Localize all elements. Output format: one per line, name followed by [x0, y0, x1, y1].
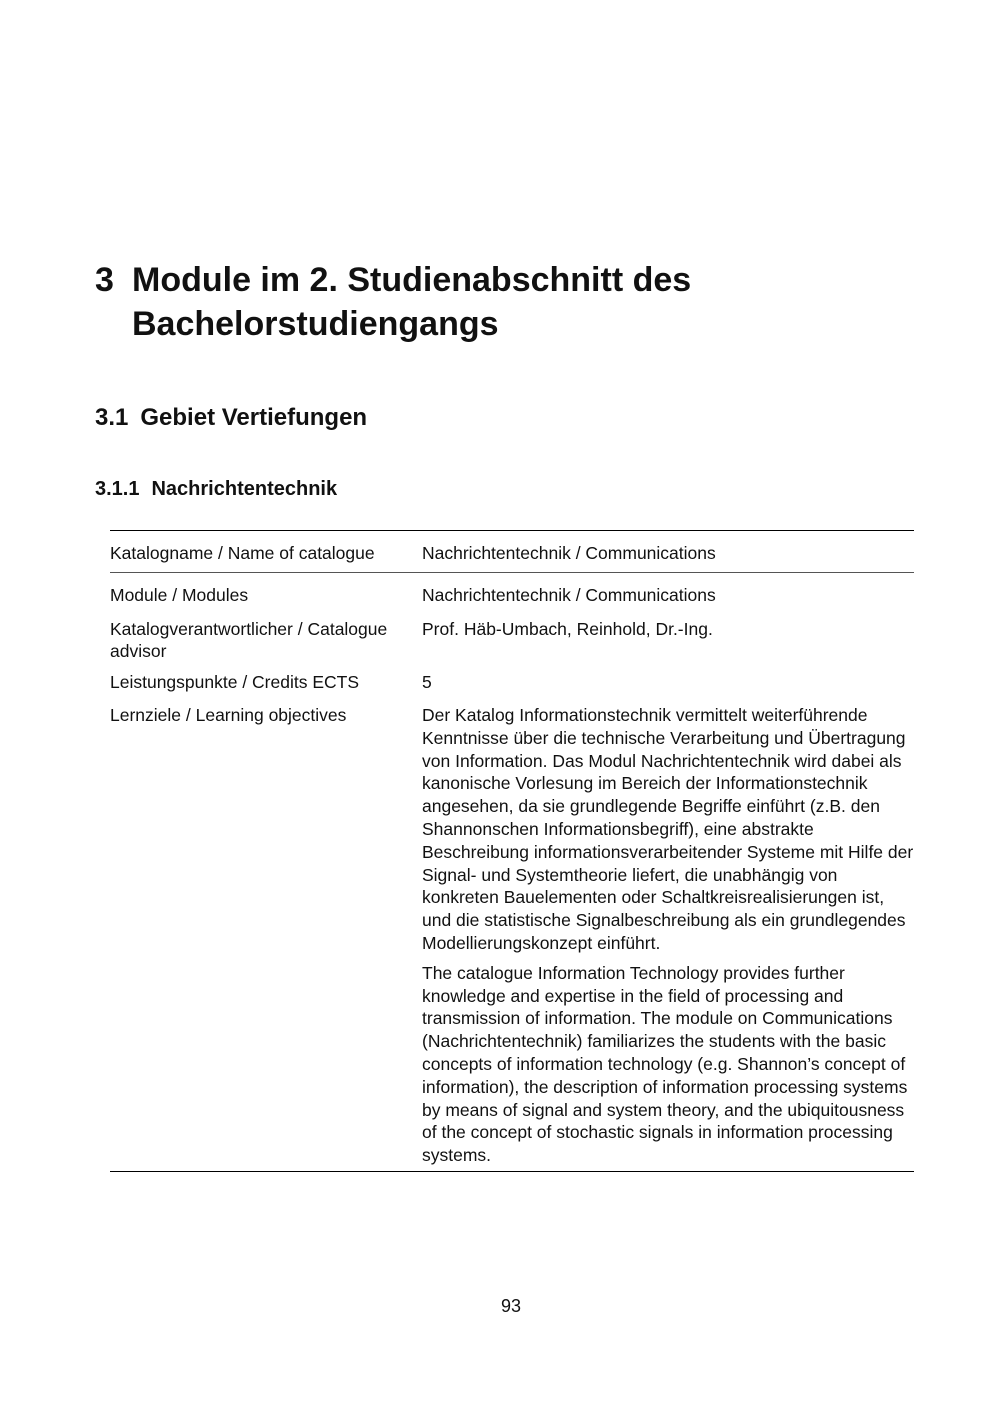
objectives-label: Lernziele / Learning objectives [110, 704, 347, 725]
advisor-row [110, 607, 914, 664]
subsection-title: Nachrichtentechnik [151, 478, 338, 500]
subsection-number: 3.1.1 [95, 478, 140, 500]
modules-label: Module / Modules [110, 584, 249, 605]
catalogue-name-row [110, 531, 914, 573]
modules-row [110, 573, 914, 607]
objectives-text-german: Der Katalog Informationstechnik vermittelt weiterführende Kenntnisse über die technische Verarbeitung und Übertragung von Information. Das Modul Nachrichtentechnik wird dabei als kanonische Vorlesung im Bereich der Informationstechnik angesehen, da sie grundlegende Begriffe einführt (z.B. den Shannonschen Informationsbegriff), eine abstrakte Beschreibung informationsverarbeitender Systeme mit Hilfe der Signal- und Systemtheorie liefert, die unabhängig von konkreten Bauelementen oder Schaltkreisrealisierungen ist, und die statistische Signalbeschreibung als ein grundlegendes Modellierungskonzept einführt. [422, 704, 914, 953]
section-heading [95, 403, 367, 433]
section-title: Gebiet Vertiefungen [140, 404, 368, 431]
chapter-number: 3 [95, 261, 114, 299]
page-number: 93 [500, 1296, 522, 1316]
catalogue-name-label: Katalogname / Name of catalogue [110, 543, 375, 563]
chapter-title: Module im 2. Studienabschnitt des Bachelorstudiengangs [132, 261, 692, 343]
chapter-heading [95, 258, 795, 346]
modules-value: Nachrichtentechnik / Communications [422, 584, 716, 605]
advisor-value: Prof. Häb-Umbach, Reinhold, Dr.-Ing. [422, 618, 713, 639]
objectives-row [110, 694, 914, 1171]
objectives-text-english: The catalogue Information Technology provides further knowledge and expertise in the field of processing and transmission of information. The module on Communications (Nachrichtentechnik) familiarizes the students with the basic concepts of information technology (e.g. Shannon’s concept of information), the description of information processing systems by means of signal and system theory, and the ubiquitousness of the concept of stochastic signals in information processing systems. [422, 962, 908, 1166]
advisor-label: Katalogverantwortlicher / Catalogue advisor [110, 618, 388, 662]
catalogue-table [110, 530, 914, 1172]
catalogue-name-value: Nachrichtentechnik / Communications [422, 543, 716, 563]
subsection-heading [95, 476, 337, 502]
section-number: 3.1 [95, 404, 129, 431]
credits-label: Leistungspunkte / Credits ECTS [110, 672, 360, 693]
credits-row [110, 663, 914, 694]
objectives-value [422, 704, 914, 1167]
credits-value: 5 [422, 672, 432, 693]
